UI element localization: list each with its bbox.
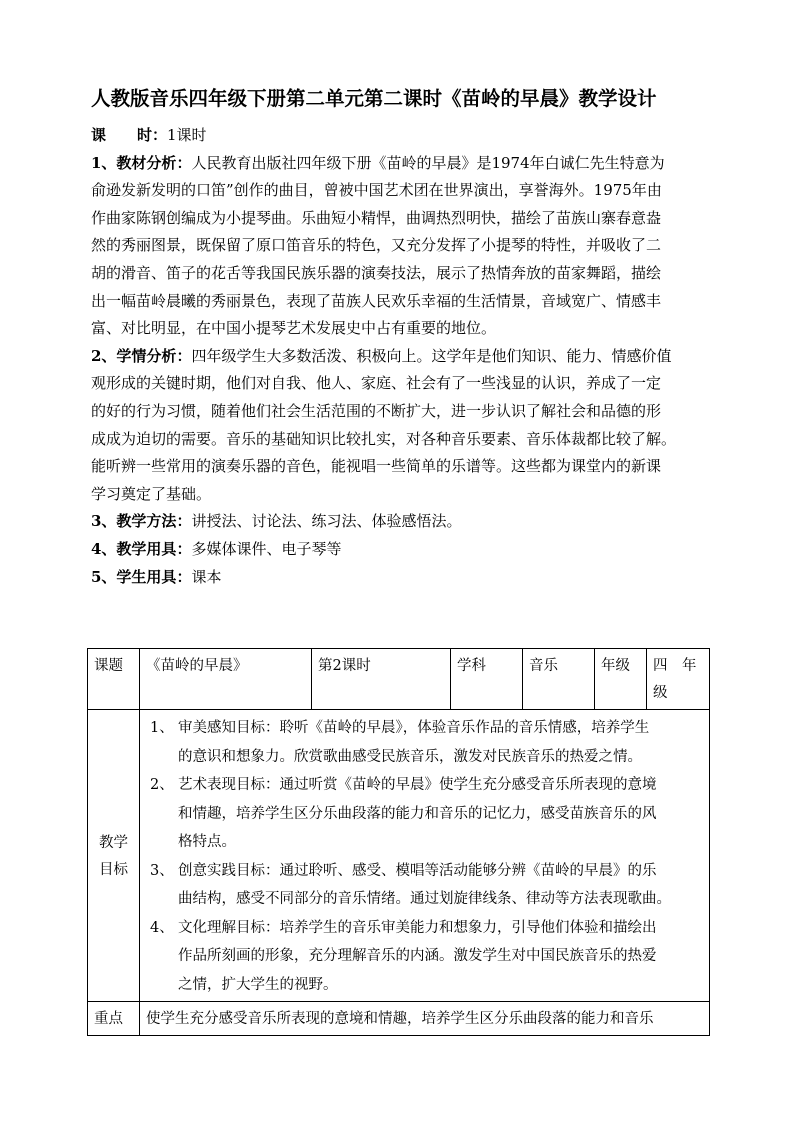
objective-line: 格特点。 xyxy=(178,834,236,850)
document-body xyxy=(91,122,711,591)
lesson-table xyxy=(87,648,710,1036)
document-title: 人教版音乐四年级下册第二单元第二课时《苗岭的早晨》教学设计 xyxy=(91,87,657,110)
lesson-time-value: 1课时 xyxy=(167,126,207,144)
section-student-analysis xyxy=(91,343,711,509)
section-line: 多媒体课件、电子琴等 xyxy=(191,539,342,558)
objectives-list xyxy=(148,714,703,999)
section-line: 成成为迫切的需要。音乐的基础知识比较扎实，对各种音乐要素、音乐体裁都比较了解。 xyxy=(91,429,677,448)
objective-item xyxy=(148,914,703,1000)
objective-line: 之情，扩大学生的视野。 xyxy=(178,976,338,993)
grade-value-line: 四 年 xyxy=(653,658,697,674)
objectives-label-line: 目标 xyxy=(99,861,128,878)
period-cell: 第2课时 xyxy=(312,649,451,710)
section-label: 5、学生用具： xyxy=(91,567,192,586)
objective-number: 2、 xyxy=(150,777,174,793)
key-point-label-cell: 重点 xyxy=(88,1002,140,1036)
grade-value-cell xyxy=(647,649,710,710)
objective-number: 4、 xyxy=(150,919,174,936)
section-textbook-analysis xyxy=(91,150,711,343)
objective-item xyxy=(148,857,703,914)
objective-line: 文化理解目标：培养学生的音乐审美能力和想象力，引导他们体验和描绘出 xyxy=(178,919,657,936)
section-line: 能听辨一些常用的演奏乐器的音色，能视唱一些简单的乐谱等。这些都为课堂内的新课 xyxy=(91,457,662,476)
subject-label-cell: 学科 xyxy=(451,649,523,710)
topic-label-cell: 课题 xyxy=(88,649,140,710)
grade-value-line: 级 xyxy=(653,685,668,701)
lesson-time-line xyxy=(91,122,711,150)
topic-value-cell: 《苗岭的早晨》 xyxy=(140,649,312,710)
section-line: 出一幅苗岭晨曦的秀丽景色，表现了苗族人民欢乐幸福的生活情景，音域宽广、情感丰 xyxy=(91,291,662,310)
section-line: 然的秀丽图景，既保留了原口笛音乐的特色，又充分发挥了小提琴的特性，并吸收了二 xyxy=(91,236,662,255)
section-line: 人民教育出版社四年级下册《苗岭的早晨》是1974年白诚仁先生特意为 xyxy=(191,153,665,172)
section-label: 1、教材分析： xyxy=(91,153,192,172)
key-point-row xyxy=(88,1002,710,1036)
objective-item xyxy=(148,714,703,771)
objectives-label-cell xyxy=(88,710,140,1002)
section-line: 四年级学生大多数活泼、积极向上。这学年是他们知识、能力、情感价值 xyxy=(191,346,672,365)
section-line: 课本 xyxy=(191,567,222,586)
objective-item xyxy=(148,771,703,857)
lesson-time-label-a: 课 xyxy=(91,126,107,144)
section-label: 2、学情分析： xyxy=(91,346,192,365)
section-label: 4、教学用具： xyxy=(91,539,192,558)
objectives-row xyxy=(88,710,710,1002)
subject-value-cell: 音乐 xyxy=(523,649,595,710)
section-student-tools xyxy=(91,564,711,592)
objective-number: 3、 xyxy=(150,862,174,879)
grade-label-cell: 年级 xyxy=(595,649,647,710)
key-point-text-cell xyxy=(140,1002,710,1036)
objectives-content-cell xyxy=(140,710,710,1002)
section-teaching-tools xyxy=(91,536,711,564)
objective-line: 审美感知目标：聆听《苗岭的早晨》，体验音乐作品的音乐情感，培养学生 xyxy=(178,720,650,736)
key-point-text: 使学生充分感受音乐所表现的意境和情趣，培养学生区分乐曲段落的能力和音乐 xyxy=(146,1011,654,1027)
section-line: 富、对比明显，在中国小提琴艺术发展史中占有重要的地位。 xyxy=(91,319,497,338)
section-line: 胡的滑音、笛子的花舌等我国民族乐器的演奏技法，展示了热情奔放的苗家舞蹈，描绘 xyxy=(91,263,662,282)
table-header-row xyxy=(88,649,710,710)
objective-line: 作品所刻画的形象，充分理解音乐的内涵。激发学生对中国民族音乐的热爱 xyxy=(178,948,657,964)
objective-line: 创意实践目标：通过聆听、感受、模唱等活动能够分辨《苗岭的早晨》的乐 xyxy=(178,862,657,879)
lesson-time-label-b: 时： xyxy=(137,126,168,144)
section-line: 的好的行为习惯，随着他们社会生活范围的不断扩大，进一步认识了解社会和品德的形 xyxy=(91,401,662,420)
section-teaching-methods xyxy=(91,508,711,536)
objective-number: 1、 xyxy=(150,720,174,736)
objectives-label-line: 教学 xyxy=(99,834,128,851)
objective-line: 和情趣，培养学生区分乐曲段落的能力和音乐的记忆力，感受苗族音乐的风 xyxy=(178,805,657,822)
objective-line: 艺术表现目标：通过听赏《苗岭的早晨》使学生充分感受音乐所表现的意境 xyxy=(178,777,657,793)
section-line: 讲授法、讨论法、练习法、体验感悟法。 xyxy=(191,512,462,531)
objective-line: 的意识和想象力。欣赏歌曲感受民族音乐，激发对民族音乐的热爱之情。 xyxy=(178,748,642,765)
section-line: 学习奠定了基础。 xyxy=(91,484,212,503)
objective-line: 曲结构，感受不同部分的音乐情绪。通过划旋律线条、律动等方法表现歌曲。 xyxy=(178,891,671,907)
section-line: 作曲家陈钢创编成为小提琴曲。乐曲短小精悍，曲调热烈明快，描绘了苗族山寨春意盎 xyxy=(91,208,662,227)
section-label: 3、教学方法： xyxy=(91,512,192,531)
section-line: 俞逊发新发明的口笛”创作的曲目，曾被中国艺术团在世界演出，享誉海外。1975年由 xyxy=(91,181,662,200)
section-line: 观形成的关键时期，他们对自我、他人、家庭、社会有了一些浅显的认识，养成了一定 xyxy=(91,374,662,393)
